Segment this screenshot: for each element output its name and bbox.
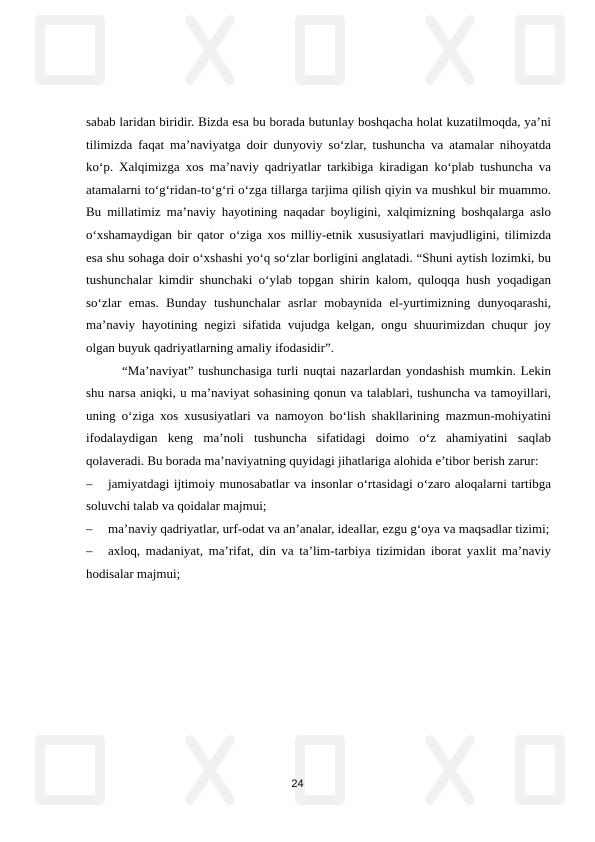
- list-dash: –: [86, 543, 93, 559]
- paragraph: sabab laridan biridir. Bizda esa bu borada butunlay boshqacha holat kuzatilmoqda, ya’ni tilimizda faqat ma’naviyatga doir dunyoviy so‘zlar, tushuncha va atamalar nihoyatda ko‘p. Xalqimizga xos ma’naviy qadriyatlar tarkibiga kiradigan ko‘plab tushuncha va atamalarni to‘g‘ridan-to‘g‘ri o‘zga tillarga tarjima qilish qiyin va mushkul bir muammo. Bu millatimiz ma’naviy hayotining naqadar boyligini, xalqimizning boshqalarga aslo o‘xshamaydigan bir qator o‘ziga xos milliy-etnik xususiyatlari mavjudligini, tilimizda esa shu sohaga doir o‘xshashi yo‘q so‘zlar borligini anglatadi. “Shuni aytish lozimki, bu tushunchalar kimdir shunchaki o‘ylab topgan shirin kalom, quloqqa hush yoqadigan so‘zlar emas. Bunday tushunchalar asrlar mobaynida el-yurtimizning dunyoqarashi, ma’naviy hayotining negizi sifatida vujudga kelgan, ongu shuurimizdan chuqur joy olgan buyuk qadriyatlarning amaliy ifodasidir”.: [86, 114, 551, 355]
- bullet-list: [86, 473, 551, 586]
- list-item-text: axloq, madaniyat, ma’rifat, din va ta’lim-tarbiya tizimidan iborat yaxlit ma’naviy hodisalar majmui;: [86, 543, 551, 581]
- page-number: 24: [291, 778, 304, 790]
- list-item: [86, 540, 551, 585]
- list-item-text: ma’naviy qadriyatlar, urf-odat va an’analar, ideallar, ezgu g‘oya va maqsadlar tizimi;: [108, 520, 550, 536]
- list-item: [86, 518, 551, 541]
- paragraph: “Ma’naviyat” tushunchasiga turli nuqtai nazarlardan yondashish mumkin. Lekin shu narsa aniqki, u ma’naviyat sohasining qonun va talablari, tushuncha va tamoyillari, uning o‘ziga xos xususiyatlari va namoyon bo‘lish shakllarining mazmun-mohiyatini ifodalaydigan keng ma’noli tushuncha sifatidagi doimo o‘z ahamiyatini saqlab qolaveradi. Bu borada ma’naviyatning quyidagi jihatlariga alohida e’tibor berish zarur:: [86, 362, 551, 468]
- list-dash: –: [86, 475, 93, 491]
- list-dash: –: [86, 520, 93, 536]
- list-item-text: jamiyatdagi ijtimoiy munosabatlar va insonlar o‘rtasidagi o‘zaro aloqalarni tartibga soluvchi talab va qoidalar majmui;: [86, 475, 551, 514]
- document-body: [86, 111, 551, 585]
- list-item: [86, 473, 551, 518]
